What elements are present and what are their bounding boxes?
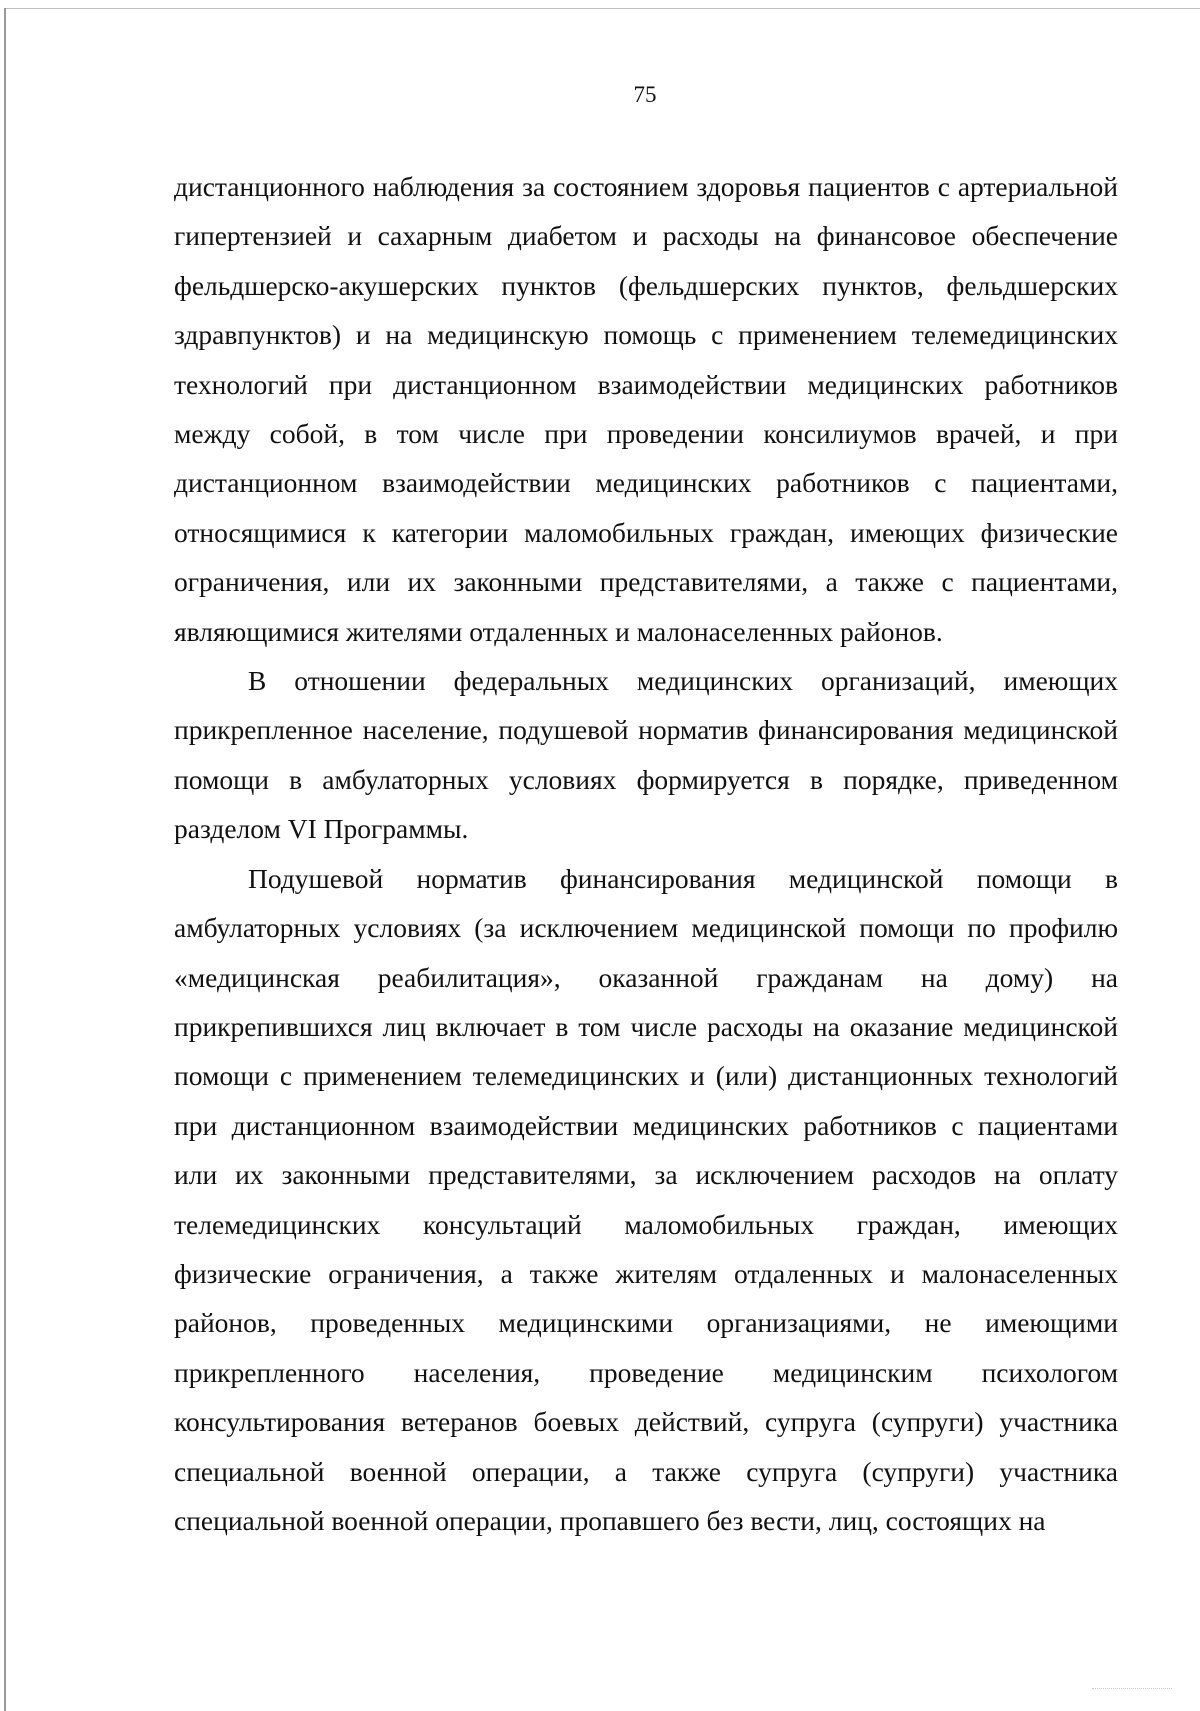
page-number: 75 bbox=[633, 82, 657, 107]
paragraph-continuation: дистанционного наблюдения за состоянием здоровья пациентов с артериальной гипертензией и сахарным диабетом и расходы на финансовое обеспечение фельдшерско-акушерских пунктов (фельдшерских пунктов, фельдшерских здравпунктов) и на медицинскую помощь с применением телемедицинских технологий при дистанционном взаимодействии медицинских работников между собой, в том числе при проведении консилиумов врачей, и при дистанционном взаимодействии медицинских работников с пациентами, относящимися к категории маломобильных граждан, имеющих физические ограничения, или их законными представителями, а также с пациентами, являющимися жителями отдаленных и малонаселенных районов. bbox=[174, 171, 1118, 647]
scan-artifact bbox=[1092, 1688, 1172, 1691]
scan-left-edge bbox=[4, 8, 6, 1711]
document-body bbox=[174, 162, 1118, 1545]
paragraph-federal-organizations: В отношении федеральных медицинских организаций, имеющих прикрепленное население, подушевой норматив финансирования медицинской помощи в амбулаторных условиях формируется в порядке, приведенном разделом VI Программы. bbox=[174, 665, 1118, 845]
scan-top-edge bbox=[6, 8, 1200, 9]
paragraph-per-capita-standard: Подушевой норматив финансирования медицинской помощи в амбулаторных условиях (за исключением медицинской помощи по профилю «медицинская реабилитация», оказанной гражданам на дому) на прикрепившихся лиц включает в том числе расходы на оказание медицинской помощи с применением телемедицинских и (или) дистанционных технологий при дистанционном взаимодействии медицинских работников с пациентами или их законными представителями, за исключением расходов на оплату телемедицинских консультаций маломобильных граждан, имеющих физические ограничения, а также жителям отдаленных и малонаселенных районов, проведенных медицинскими организациями, не имеющими прикрепленного населения, проведение медицинским психологом консультирования ветеранов боевых действий, супруга (супруги) участника специальной военной операции, а также супруга (супруги) участника специальной военной операции, пропавшего без вести, лиц, состоящих на bbox=[174, 862, 1118, 1536]
